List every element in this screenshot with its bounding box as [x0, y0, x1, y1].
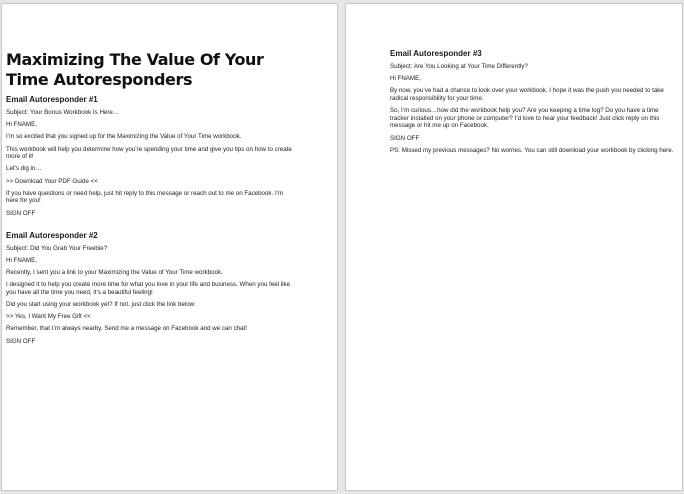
email-1-signoff: SIGN OFF	[6, 209, 36, 217]
document-title: Maximizing The Value Of Your Time Autoresponders	[6, 50, 264, 89]
email-2-paragraph: Did you start using your workbook yet? If not, just click the link below:	[6, 301, 196, 309]
email-3-signoff: SIGN OFF	[390, 134, 420, 142]
email-3-paragraph: By now, you’ve had a chance to look over your workbook. I hope it was the push you needed to take radical responsibility for your time.	[390, 87, 664, 102]
document-page-1	[1, 3, 338, 491]
email-2-paragraph: Remember, that I’m always nearby. Send me a message on Facebook and we can chat!	[6, 325, 247, 333]
email-3-greeting: Hi FNAME,	[390, 75, 421, 83]
page-1-content	[6, 50, 296, 350]
email-1-paragraph: If you have questions or need help, just hit reply to this message or reach out to me on Facebook. I’m here for you!	[6, 189, 284, 205]
section-spacer	[6, 222, 296, 231]
email-1-greeting: Hi FNAME,	[6, 121, 37, 129]
email-3-paragraph: So, I’m curious…how did the workbook help you? Are you keeping a time log? Do you have a time tracker installed on your phone or computer? I’d love to hear your feedback! Just click reply on this message or hit me up on Facebook.	[390, 107, 660, 130]
email-2-heading: Email Autoresponder #2	[6, 230, 98, 240]
email-1-paragraph: Let’s dig in…	[6, 165, 42, 173]
email-1-subject: Subject: Your Bonus Workbook Is Here…	[6, 109, 120, 116]
email-2-greeting: Hi FNAME,	[6, 256, 37, 264]
email-2-paragraph: Recently, I sent you a link to your Maximizing the Value of Your Time workbook.	[6, 269, 223, 277]
email-3-subject: Subject: Are You Looking at Your Time Differently?	[390, 63, 528, 70]
email-3-heading: Email Autoresponder #3	[390, 49, 482, 58]
email-2-subject: Subject: Did You Grab Your Freebie?	[6, 244, 108, 252]
email-1-paragraph: This workbook will help you determine how you’re spending your time and give you tips on how to create more of it!	[6, 145, 292, 161]
email-2-paragraph: I designed it to help you create more time for what you love in your life and business. When you feel like you have all the time you need, it’s a beautiful feeling!	[6, 281, 291, 296]
email-1-heading: Email Autoresponder #1	[6, 95, 98, 104]
email-1-download-link: >> Download Your PDF Guide <<	[6, 177, 98, 185]
email-1-paragraph: I’m so excited that you signed up for the Maximizing the Value of Your Time workbook.	[6, 133, 242, 141]
email-2-signoff: SIGN OFF	[6, 337, 36, 345]
page-2-content	[390, 49, 675, 159]
email-3-postscript: PS: Missed my previous messages? No worries. You can still download your workbook by clicking here.	[390, 146, 674, 154]
document-page-2	[345, 3, 683, 491]
email-2-gift-link: >> Yes, I Want My Free Gift <<	[6, 313, 91, 321]
